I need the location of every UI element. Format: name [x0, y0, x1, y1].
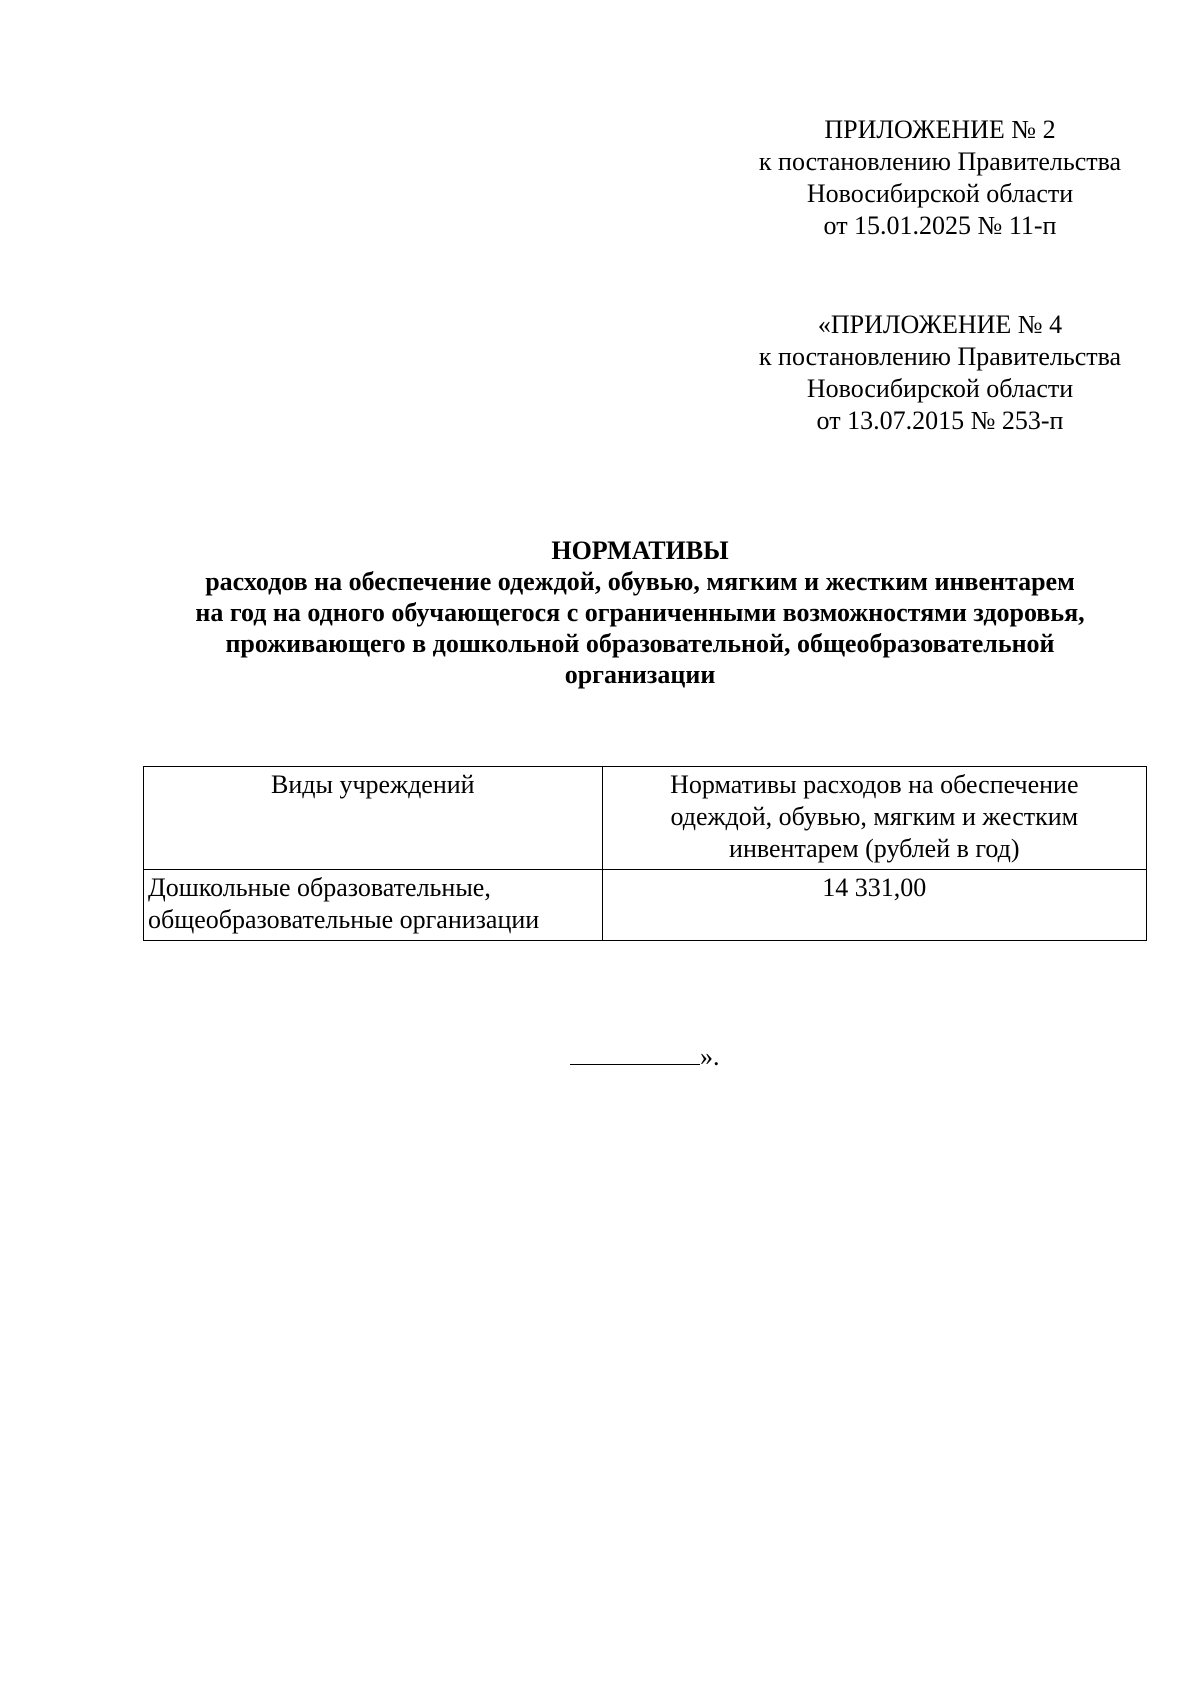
closing-mark	[570, 1040, 720, 1073]
heading-subtitle-line: организации	[564, 660, 716, 689]
institution-type-cell: Дошкольные образовательные, общеобразовательные организации	[144, 870, 603, 941]
appendix-number: ПРИЛОЖЕНИЕ № 2	[824, 115, 1056, 144]
norms-table	[143, 766, 1147, 941]
heading-title: НОРМАТИВЫ	[551, 536, 729, 565]
expense-norm-cell: 14 331,00	[602, 870, 1146, 941]
header-expense-norm: Нормативы расходов на обеспечение одеждой, обувью, мягким и жестким инвентарем (рублей в год)	[602, 767, 1146, 870]
appendix-reference: к постановлению Правительства	[758, 342, 1122, 371]
appendix-date: от 15.01.2025 № 11-п	[823, 211, 1057, 240]
heading-subtitle-line: на год на одного обучающегося с ограниченными возможностями здоровья,	[195, 598, 1085, 627]
table-header-row	[144, 767, 1147, 870]
appendix-header-current	[740, 114, 1140, 242]
heading-subtitle-line: расходов на обеспечение одеждой, обувью, мягким и жестким инвентарем	[205, 567, 1075, 596]
header-institution-type: Виды учреждений	[144, 767, 603, 870]
appendix-date: от 13.07.2015 № 253-п	[816, 406, 1064, 435]
appendix-number: «ПРИЛОЖЕНИЕ № 4	[817, 310, 1063, 339]
appendix-header-amended	[740, 309, 1140, 437]
signature-line	[570, 1040, 700, 1065]
heading-subtitle-line: проживающего в дошкольной образовательной, общеобразовательной	[225, 629, 1055, 658]
appendix-reference: к постановлению Правительства	[758, 147, 1122, 176]
closing-quote: ».	[700, 1042, 720, 1071]
appendix-region: Новосибирской области	[806, 374, 1074, 403]
appendix-region: Новосибирской области	[806, 179, 1074, 208]
document-heading	[120, 535, 1160, 690]
table-row	[144, 870, 1147, 941]
